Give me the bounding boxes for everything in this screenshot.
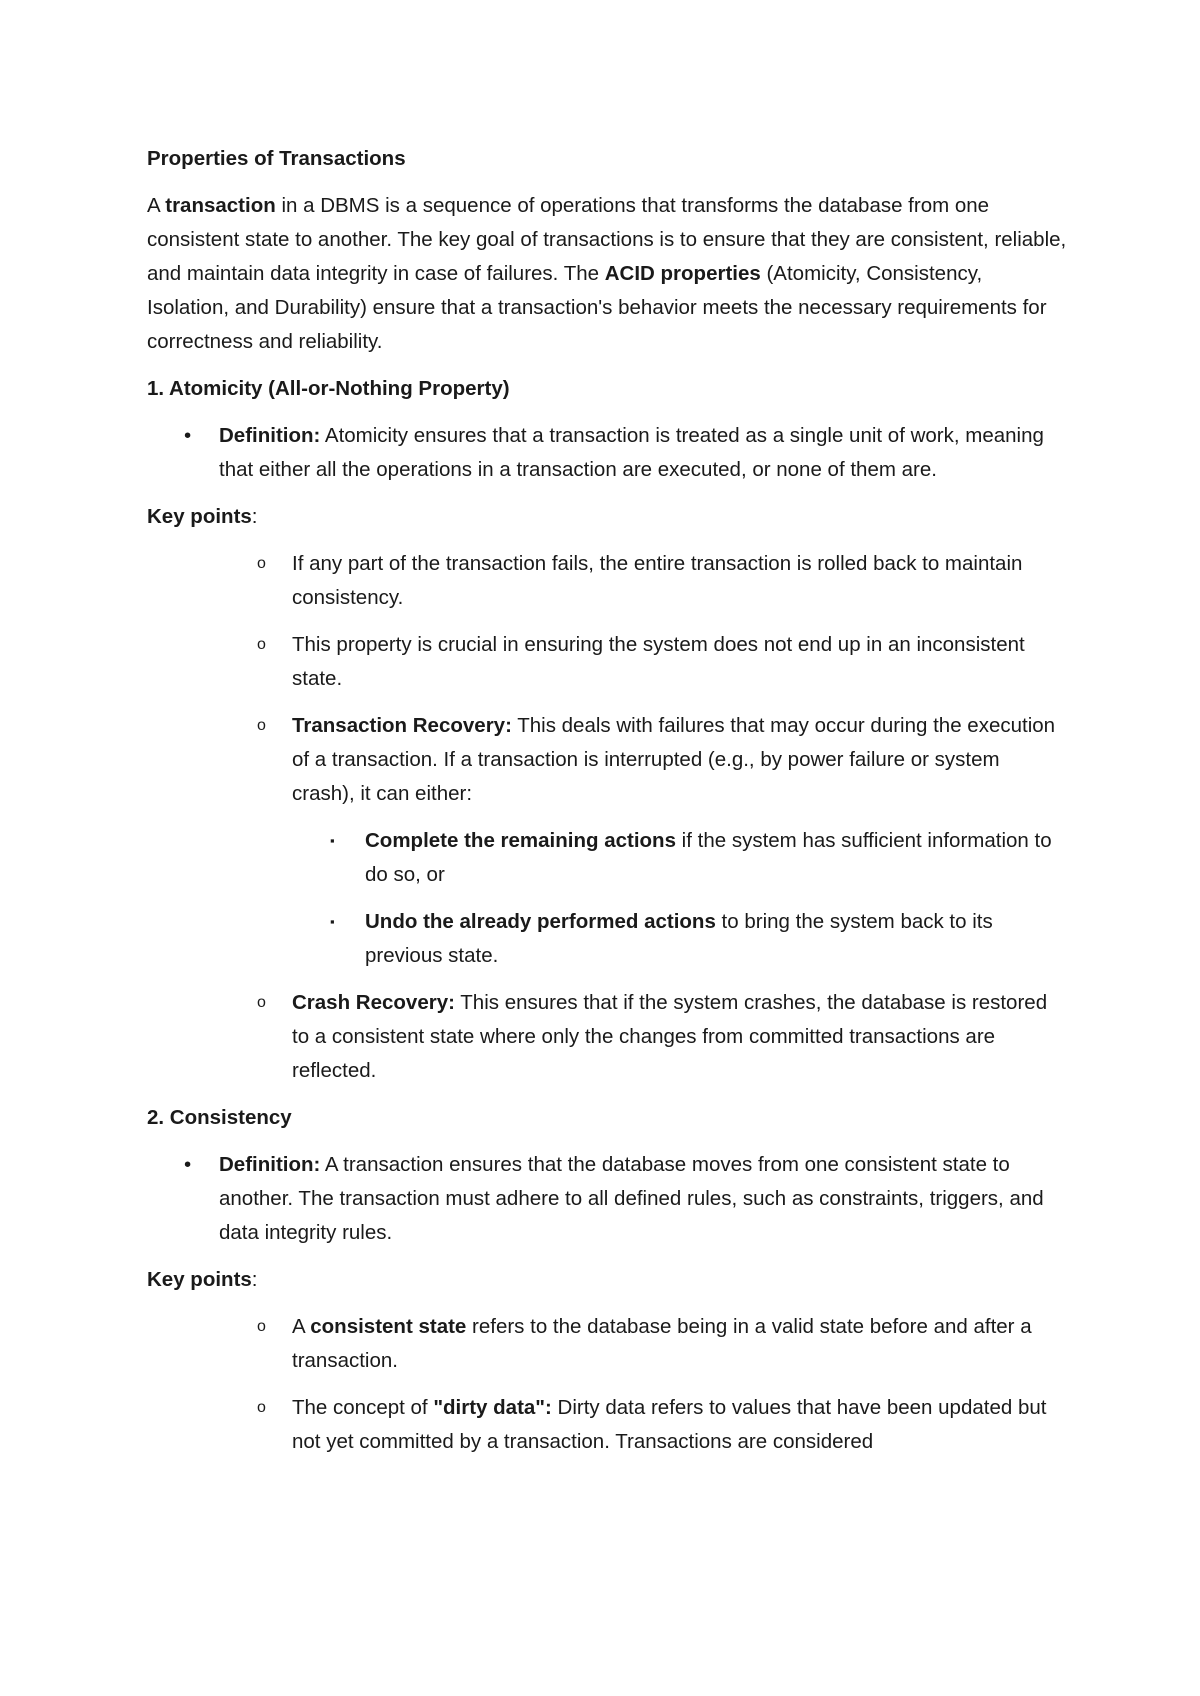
document-title: Properties of Transactions xyxy=(147,147,406,170)
list-item-text: Dirty data refers to values that have been updated but not yet committed by a transaction. Transactions are considered xyxy=(292,1396,1047,1453)
list-item xyxy=(147,628,1067,696)
list-item-text: If any part of the transaction fails, the entire transaction is rolled back to maintain consistency. xyxy=(292,552,1023,609)
list-item xyxy=(147,1310,1067,1378)
bullet-circle-icon: o xyxy=(257,555,266,572)
bullet-square-icon: ▪ xyxy=(330,914,335,929)
bullet-circle-icon: o xyxy=(257,717,266,734)
intro-bold-transaction: transaction xyxy=(165,194,276,217)
list-item-label: Undo the already performed actions xyxy=(365,910,716,933)
intro-bold-acid: ACID properties xyxy=(604,262,761,285)
key-points-text: Key points xyxy=(147,1268,252,1291)
bullet-circle-icon: o xyxy=(257,1399,266,1416)
bullet-square-icon: ▪ xyxy=(330,833,335,848)
list-item-label: Transaction Recovery: xyxy=(292,714,512,737)
list-item-text: This deals with failures that may occur during the execution of a transaction. If a transaction is interrupted (e.g., by power failure or system crash), it can either: xyxy=(292,714,1056,805)
key-points-colon: : xyxy=(251,1268,258,1291)
key-points-colon: : xyxy=(251,505,258,528)
intro-text-1: A xyxy=(147,194,166,217)
list-item-text: The concept of xyxy=(292,1396,434,1419)
definition-text: A transaction ensures that the database moves from one consistent state to another. The transaction must adhere to all defined rules, such as constraints, triggers, and data integrity rules. xyxy=(219,1153,1044,1244)
list-item-text: This ensures that if the system crashes, the database is restored to a consistent state where only the changes from committed transactions are reflected. xyxy=(292,991,1048,1082)
bullet-circle-icon: o xyxy=(257,1318,266,1335)
bullet-circle-icon: o xyxy=(257,636,266,653)
list-item-text: if the system has sufficient information to do so, or xyxy=(365,829,1052,886)
section-heading-consistency: 2. Consistency xyxy=(147,1106,292,1129)
definition-label: Definition: xyxy=(219,424,321,447)
bullet-dot-icon: • xyxy=(184,424,192,447)
list-item xyxy=(147,1148,1067,1250)
intro-text-2: in a DBMS is a sequence of operations that transforms the database from one consistent state to another. The key goal of transactions is to ensure that they are consistent, reliable, and maintain data integrity in case of failures. The xyxy=(147,194,1067,285)
intro-text-3: (Atomicity, Consistency, Isolation, and Durability) ensure that a transaction's behavior meets the necessary requirements for correctness and reliability. xyxy=(147,262,1047,353)
definition-label: Definition: xyxy=(219,1153,321,1176)
list-item xyxy=(147,986,1067,1088)
list-item-text: This property is crucial in ensuring the system does not end up in an inconsistent state. xyxy=(292,633,1025,690)
list-item-text: refers to the database being in a valid state before and after a transaction. xyxy=(292,1315,1032,1372)
list-item-bold: consistent state xyxy=(310,1315,467,1338)
list-item xyxy=(147,905,1067,973)
key-points-text: Key points xyxy=(147,505,252,528)
list-item-text: to bring the system back to its previous state. xyxy=(365,910,993,967)
section-heading-atomicity: 1. Atomicity (All-or-Nothing Property) xyxy=(147,377,510,400)
list-item-label: Complete the remaining actions xyxy=(365,829,676,852)
key-points-label xyxy=(147,500,1067,534)
list-item-bold: "dirty data": xyxy=(433,1396,552,1419)
list-item-text: A xyxy=(292,1315,311,1338)
list-item xyxy=(147,824,1067,892)
bullet-circle-icon: o xyxy=(257,994,266,1011)
definition-text: Atomicity ensures that a transaction is treated as a single unit of work, meaning that either all the operations in a transaction are executed, or none of them are. xyxy=(219,424,1044,481)
key-points-label xyxy=(147,1263,1067,1297)
intro-paragraph xyxy=(147,189,1067,359)
list-item xyxy=(147,547,1067,615)
list-item-label: Crash Recovery: xyxy=(292,991,455,1014)
list-item xyxy=(147,1391,1067,1459)
document-page xyxy=(147,142,1067,1472)
list-item xyxy=(147,419,1067,487)
bullet-dot-icon: • xyxy=(184,1153,192,1176)
list-item xyxy=(147,709,1067,811)
